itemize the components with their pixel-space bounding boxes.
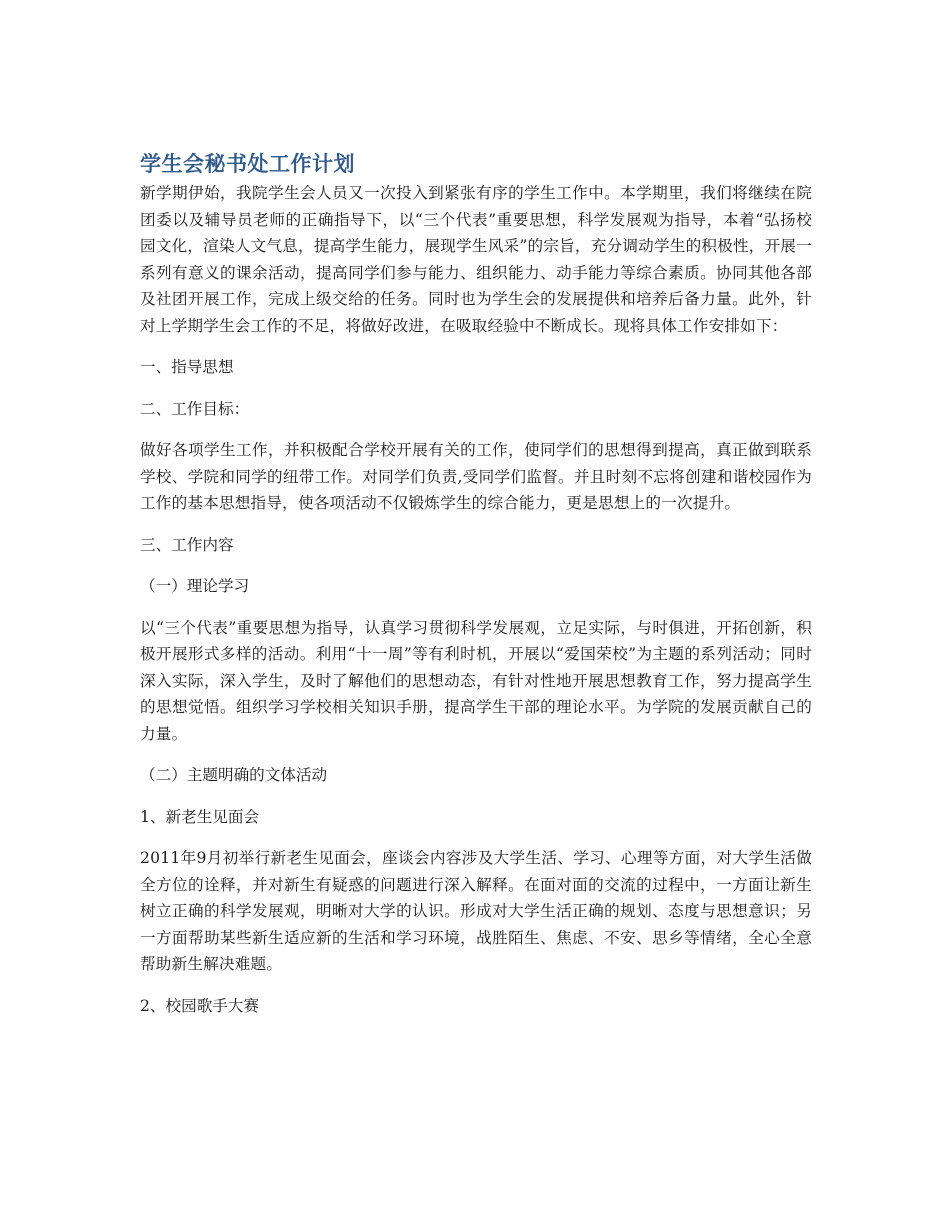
welcome-meeting-paragraph: 2011年9月初举行新老生见面会，座谈会内容涉及大学生活、学习、心理等方面，对大学生活做全方位的诠释，并对新生有疑惑的问题进行深入解释。在面对面的交流的过程中，一方面让新生树立正确的科学发展观，明晰对大学的认识。形成对大学生活正确的规划、态度与思想意识；另一方面帮助某些新生适应新的生活和学习环境，战胜陌生、焦虑、不安、思乡等情绪，全心全意帮助新生解决难题。 (140, 849, 812, 973)
item-heading-singer-contest: 2、校园歌手大赛 (140, 996, 260, 1015)
work-goals-paragraph: 做好各项学生工作，并积极配合学校开展有关的工作，使同学们的思想得到提高，真正做到联系学校、学院和同学的纽带工作。对同学们负责,受同学们监督。并且时刻不忘将创建和谐校园作为工作的基本思想指导，使各项活动不仅锻炼学生的综合能力，更是思想上的一次提升。 (140, 441, 812, 512)
document-title: 学生会秘书处工作计划 (140, 152, 355, 176)
section-heading-work-content: 三、工作内容 (140, 535, 234, 554)
theory-study-paragraph: 以“三个代表”重要思想为指导，认真学习贯彻科学发展观，立足实际，与时俱进，开拓创新，积极开展形式多样的活动。利用“十一周”等有利时机，开展以“爱国荣校”为主题的系列活动；同时深入实际，深入学生，及时了解他们的思想动态，有针对性地开展思想教育工作，努力提高学生的思想觉悟。组织学习学校相关知识手册，提高学生干部的理论水平。为学院的发展贡献自己的力量。 (140, 618, 812, 743)
section-heading-work-goals: 二、工作目标： (140, 399, 250, 418)
subsection-heading-theory-study: （一）理论学习 (140, 577, 250, 595)
intro-paragraph: 新学期伊始，我院学生会人员又一次投入到紧张有序的学生工作中。本学期里，我们将继续在院团委以及辅导员老师的正确指导下，以“三个代表”重要思想，科学发展观为指导，本着“弘扬校园文化，渲染人文气息，提高学生能力，展现学生风采”的宗旨，充分调动学生的积极性，开展一系列有意义的课余活动，提高同学们参与能力、组织能力、动手能力等综合素质。协同其他各部及社团开展工作，完成上级交给的任务。同时也为学生会的发展提供和培养后备力量。此外，针对上学期学生会工作的不足，将做好改进，在吸取经验中不断成长。现将具体工作安排如下： (140, 184, 812, 335)
section-heading-guiding-ideology: 一、指导思想 (140, 358, 234, 376)
item-heading-welcome-meeting: 1、新老生见面会 (140, 807, 260, 826)
document-body (140, 150, 812, 1019)
subsection-heading-cultural-activities: （二）主题明确的文体活动 (140, 766, 328, 784)
